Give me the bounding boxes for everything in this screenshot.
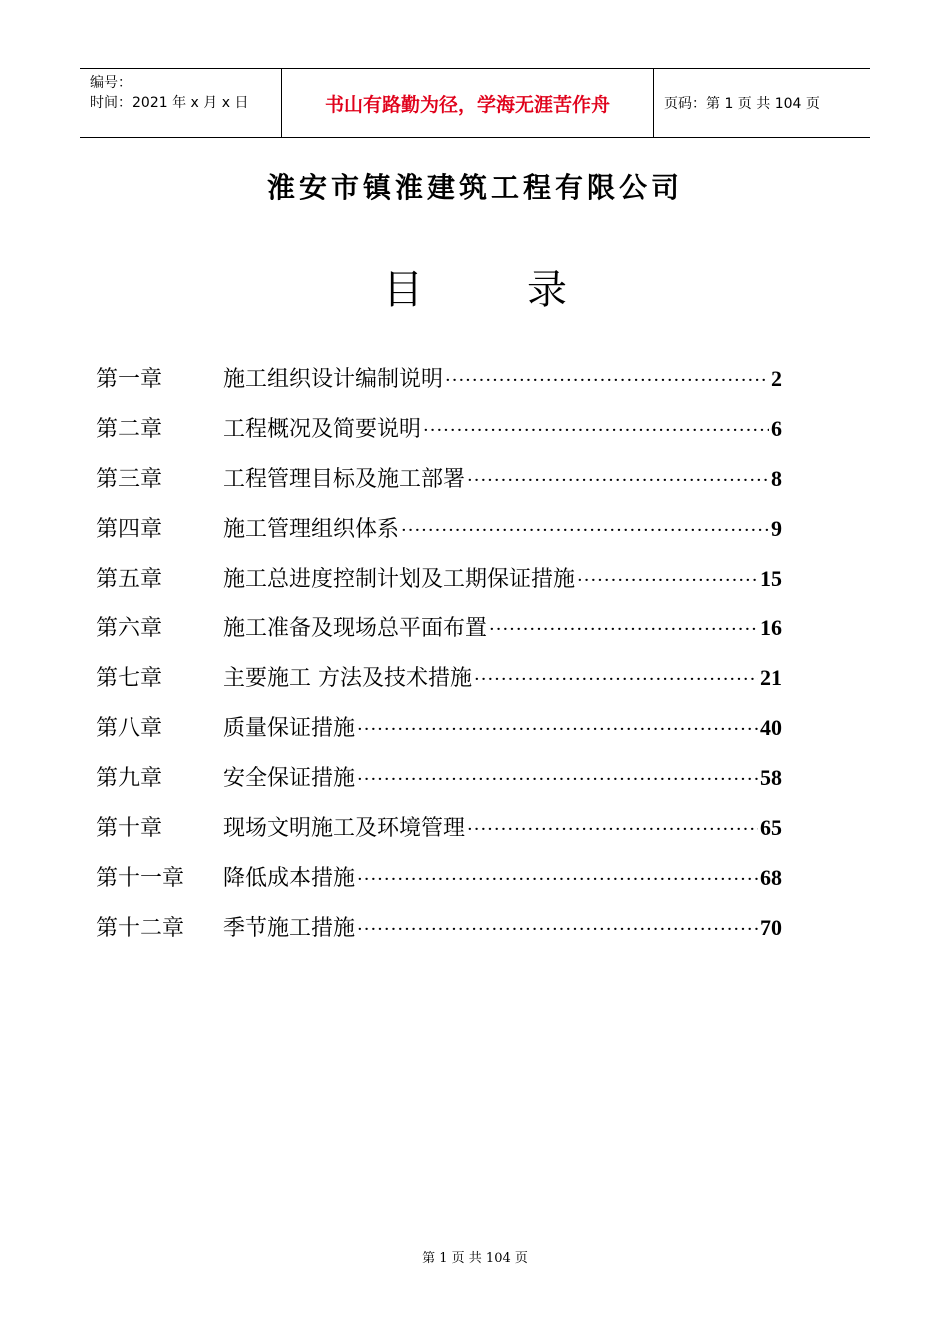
- toc-leader-dots: [357, 919, 758, 940]
- toc-entry[interactable]: [96, 861, 782, 911]
- table-of-contents: [96, 362, 782, 961]
- toc-chapter: 第五章: [96, 566, 163, 592]
- toc-title: 季节施工措施: [223, 915, 356, 941]
- toc-title: 施工准备及现场总平面布置: [223, 616, 488, 642]
- toc-chapter: 第一章: [96, 367, 163, 392]
- toc-title: 安全保证措施: [223, 766, 356, 792]
- toc-heading-char-2: 录: [527, 267, 567, 313]
- toc-entry[interactable]: [96, 512, 782, 562]
- toc-entry[interactable]: [96, 811, 782, 861]
- toc-entry[interactable]: [96, 911, 782, 961]
- toc-page-number: 9: [771, 515, 782, 541]
- toc-page-number: 6: [771, 415, 782, 441]
- header-number-label: 编号：: [90, 75, 132, 91]
- toc-title: 降低成本措施: [223, 865, 356, 891]
- toc-page-number: 58: [760, 765, 782, 791]
- toc-title: 质量保证措施: [223, 716, 356, 742]
- toc-entry[interactable]: [96, 661, 782, 711]
- toc-leader-dots: [577, 570, 758, 591]
- toc-entry[interactable]: [96, 611, 782, 661]
- toc-leader-dots: [467, 819, 758, 840]
- toc-title: 施工组织设计编制说明: [223, 367, 444, 392]
- toc-leader-dots: [357, 769, 758, 790]
- toc-chapter: 第八章: [96, 716, 163, 742]
- toc-title: 施工管理组织体系: [223, 516, 400, 542]
- toc-page-number: 68: [760, 864, 782, 890]
- header-page-info: 页码：第 1 页 共 104 页: [664, 96, 820, 112]
- toc-leader-dots: [445, 370, 769, 391]
- page-header: [80, 68, 870, 138]
- toc-entry[interactable]: [96, 761, 782, 811]
- header-meta: [80, 69, 282, 137]
- toc-chapter: 第六章: [96, 616, 163, 642]
- toc-page-number: 40: [760, 715, 782, 741]
- toc-entry[interactable]: [96, 711, 782, 761]
- toc-title: 施工总进度控制计划及工期保证措施: [223, 566, 576, 592]
- toc-leader-dots: [474, 669, 758, 690]
- toc-page-number: 8: [771, 465, 782, 491]
- toc-title: 主要施工 方法及技术措施: [223, 666, 472, 692]
- toc-chapter: 第四章: [96, 516, 163, 542]
- toc-chapter: 第二章: [96, 416, 163, 442]
- toc-heading: [0, 258, 950, 315]
- toc-page-number: 21: [760, 665, 782, 691]
- header-date-label: 时间：2021 年 x 月 x 日: [90, 95, 249, 111]
- toc-chapter: 第九章: [96, 766, 163, 792]
- toc-heading-char-1: 目: [383, 267, 423, 313]
- page-footer: 第 1 页 共 104 页: [422, 1251, 528, 1266]
- toc-chapter: 第三章: [96, 466, 163, 492]
- toc-entry[interactable]: [96, 412, 782, 462]
- toc-leader-dots: [489, 619, 758, 640]
- toc-title: 工程管理目标及施工部署: [223, 466, 466, 492]
- toc-title: 现场文明施工及环境管理: [223, 816, 466, 842]
- toc-page-number: 70: [760, 914, 782, 940]
- toc-entry[interactable]: [96, 362, 782, 412]
- toc-leader-dots: [423, 420, 769, 441]
- toc-page-number: 65: [760, 815, 782, 841]
- toc-leader-dots: [401, 520, 769, 541]
- toc-page-number: 16: [760, 615, 782, 641]
- toc-leader-dots: [357, 719, 758, 740]
- toc-leader-dots: [357, 869, 758, 890]
- toc-page-number: 2: [771, 366, 782, 391]
- header-motto: 书山有路勤为径，学海无涯苦作舟: [282, 69, 654, 137]
- toc-chapter: 第七章: [96, 666, 163, 692]
- toc-chapter: 第十章: [96, 816, 163, 842]
- toc-entry[interactable]: [96, 562, 782, 612]
- toc-title: 工程概况及简要说明: [223, 416, 422, 442]
- company-name: 淮安市镇淮建筑工程有限公司: [266, 171, 683, 204]
- toc-chapter: 第十二章: [96, 915, 185, 941]
- toc-entry[interactable]: [96, 462, 782, 512]
- toc-leader-dots: [467, 470, 769, 491]
- toc-page-number: 15: [760, 565, 782, 591]
- toc-chapter: 第十一章: [96, 865, 185, 891]
